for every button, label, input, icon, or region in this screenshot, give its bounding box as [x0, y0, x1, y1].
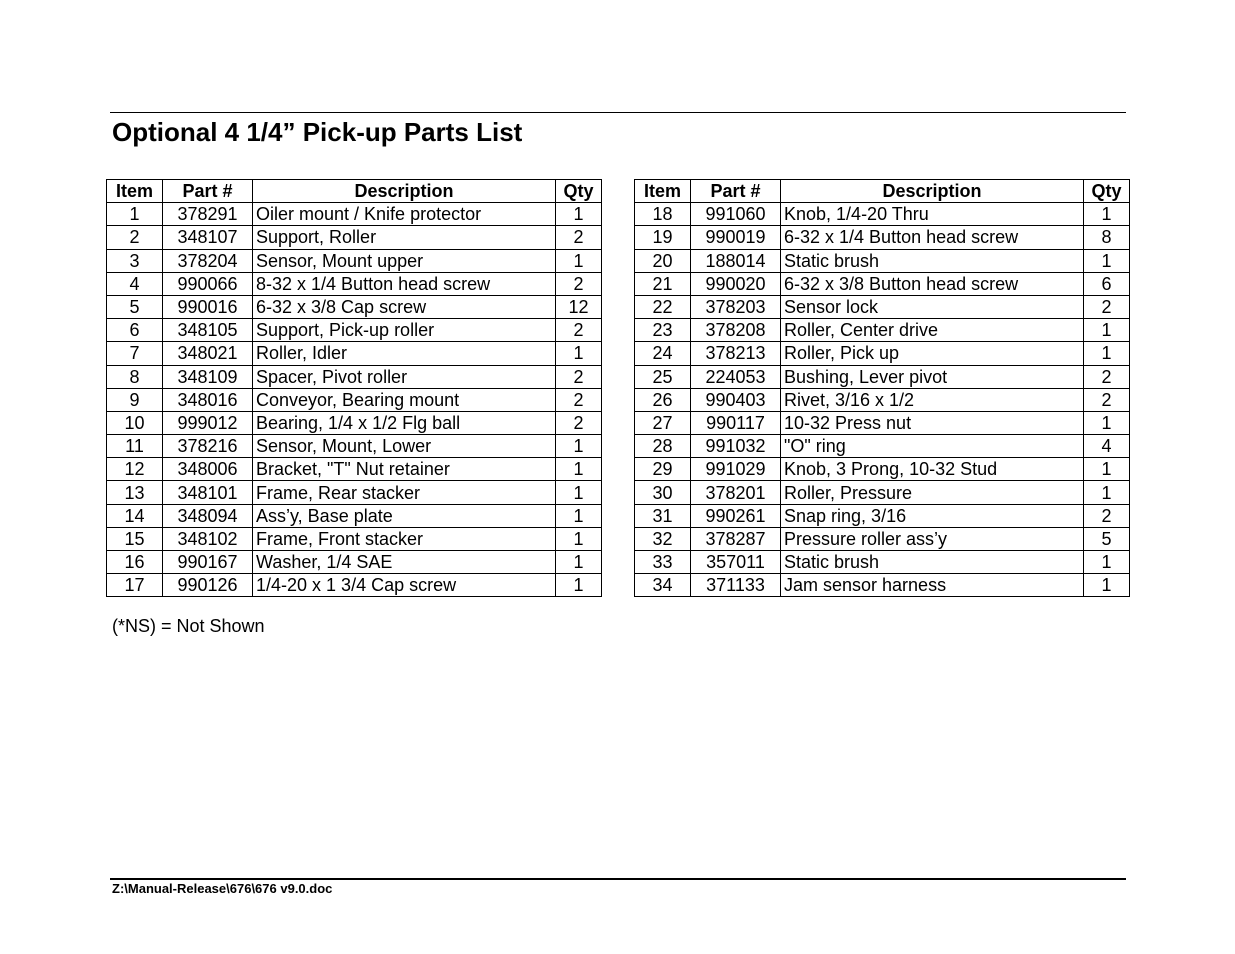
table-row	[107, 388, 602, 411]
table-header-row	[635, 180, 1130, 203]
table-row	[107, 295, 602, 318]
table-row	[635, 435, 1130, 458]
table-row	[107, 365, 602, 388]
table-row	[107, 249, 602, 272]
cell-qty: 1	[1084, 319, 1130, 342]
cell-qty: 1	[1084, 481, 1130, 504]
table-row	[635, 319, 1130, 342]
cell-description: Oiler mount / Knife protector	[253, 203, 556, 226]
table-header-row	[107, 180, 602, 203]
cell-part-number: 990167	[163, 551, 253, 574]
cell-qty: 2	[556, 272, 602, 295]
cell-qty: 4	[1084, 435, 1130, 458]
cell-part-number: 371133	[691, 574, 781, 597]
column-header-qty: Qty	[1084, 180, 1130, 203]
cell-qty: 1	[1084, 551, 1130, 574]
cell-item: 15	[107, 527, 163, 550]
cell-part-number: 348021	[163, 342, 253, 365]
cell-qty: 1	[1084, 342, 1130, 365]
cell-part-number: 348105	[163, 319, 253, 342]
cell-part-number: 378291	[163, 203, 253, 226]
column-header-part: Part #	[163, 180, 253, 203]
cell-item: 17	[107, 574, 163, 597]
table-row	[107, 504, 602, 527]
table-row	[635, 295, 1130, 318]
cell-qty: 2	[1084, 295, 1130, 318]
cell-qty: 1	[556, 435, 602, 458]
cell-part-number: 990020	[691, 272, 781, 295]
cell-qty: 1	[556, 574, 602, 597]
column-header-description: Description	[253, 180, 556, 203]
cell-item: 24	[635, 342, 691, 365]
cell-part-number: 991029	[691, 458, 781, 481]
cell-qty: 1	[556, 342, 602, 365]
table-row	[635, 411, 1130, 434]
cell-qty: 1	[556, 504, 602, 527]
cell-description: Support, Roller	[253, 226, 556, 249]
table-row	[635, 527, 1130, 550]
cell-item: 14	[107, 504, 163, 527]
cell-description: Frame, Front stacker	[253, 527, 556, 550]
cell-part-number: 990016	[163, 295, 253, 318]
table-row	[107, 458, 602, 481]
cell-qty: 1	[1084, 574, 1130, 597]
cell-description: Washer, 1/4 SAE	[253, 551, 556, 574]
footnote: (*NS) = Not Shown	[112, 616, 265, 636]
table-row	[107, 574, 602, 597]
table-row	[107, 527, 602, 550]
cell-qty: 2	[556, 365, 602, 388]
table-row	[107, 272, 602, 295]
cell-description: Sensor, Mount upper	[253, 249, 556, 272]
cell-description: 6-32 x 1/4 Button head screw	[781, 226, 1084, 249]
cell-part-number: 990403	[691, 388, 781, 411]
cell-description: 6-32 x 3/8 Cap screw	[253, 295, 556, 318]
cell-part-number: 224053	[691, 365, 781, 388]
parts-table-left	[106, 179, 602, 597]
cell-description: Sensor lock	[781, 295, 1084, 318]
cell-part-number: 991060	[691, 203, 781, 226]
column-header-item: Item	[107, 180, 163, 203]
cell-qty: 5	[1084, 527, 1130, 550]
cell-part-number: 378216	[163, 435, 253, 458]
page-title: Optional 4 1/4” Pick-up Parts List	[112, 117, 523, 147]
cell-item: 27	[635, 411, 691, 434]
cell-description: Roller, Idler	[253, 342, 556, 365]
cell-item: 6	[107, 319, 163, 342]
cell-item: 31	[635, 504, 691, 527]
cell-part-number: 378201	[691, 481, 781, 504]
cell-item: 30	[635, 481, 691, 504]
cell-item: 34	[635, 574, 691, 597]
cell-part-number: 990261	[691, 504, 781, 527]
table-row	[635, 226, 1130, 249]
cell-item: 9	[107, 388, 163, 411]
table-row	[635, 342, 1130, 365]
cell-qty: 2	[556, 388, 602, 411]
cell-description: Roller, Center drive	[781, 319, 1084, 342]
table-row	[107, 342, 602, 365]
cell-qty: 1	[1084, 203, 1130, 226]
table-row	[635, 551, 1130, 574]
cell-qty: 2	[1084, 504, 1130, 527]
column-header-item: Item	[635, 180, 691, 203]
column-header-qty: Qty	[556, 180, 602, 203]
cell-description: Bushing, Lever pivot	[781, 365, 1084, 388]
cell-part-number: 991032	[691, 435, 781, 458]
cell-description: Static brush	[781, 551, 1084, 574]
table-row	[107, 435, 602, 458]
cell-qty: 1	[556, 481, 602, 504]
cell-qty: 1	[1084, 458, 1130, 481]
cell-qty: 1	[556, 203, 602, 226]
cell-item: 28	[635, 435, 691, 458]
cell-item: 23	[635, 319, 691, 342]
cell-item: 13	[107, 481, 163, 504]
cell-item: 20	[635, 249, 691, 272]
cell-description: 1/4-20 x 1 3/4 Cap screw	[253, 574, 556, 597]
cell-item: 3	[107, 249, 163, 272]
cell-qty: 2	[556, 411, 602, 434]
cell-part-number: 999012	[163, 411, 253, 434]
cell-description: 8-32 x 1/4 Button head screw	[253, 272, 556, 295]
cell-item: 5	[107, 295, 163, 318]
table-row	[635, 388, 1130, 411]
cell-item: 16	[107, 551, 163, 574]
cell-description: 10-32 Press nut	[781, 411, 1084, 434]
top-divider	[110, 112, 1126, 113]
column-header-part: Part #	[691, 180, 781, 203]
cell-item: 2	[107, 226, 163, 249]
cell-part-number: 348109	[163, 365, 253, 388]
cell-description: Sensor, Mount, Lower	[253, 435, 556, 458]
table-row	[107, 203, 602, 226]
cell-description: Bracket, "T" Nut retainer	[253, 458, 556, 481]
table-row	[107, 551, 602, 574]
cell-item: 25	[635, 365, 691, 388]
cell-qty: 1	[556, 527, 602, 550]
cell-part-number: 990117	[691, 411, 781, 434]
cell-part-number: 378208	[691, 319, 781, 342]
cell-item: 22	[635, 295, 691, 318]
cell-qty: 2	[1084, 365, 1130, 388]
cell-qty: 1	[556, 249, 602, 272]
cell-part-number: 348101	[163, 481, 253, 504]
cell-description: 6-32 x 3/8 Button head screw	[781, 272, 1084, 295]
cell-item: 12	[107, 458, 163, 481]
bottom-divider	[110, 878, 1126, 880]
cell-part-number: 348102	[163, 527, 253, 550]
table-row	[107, 226, 602, 249]
cell-part-number: 348006	[163, 458, 253, 481]
cell-part-number: 990066	[163, 272, 253, 295]
cell-qty: 1	[1084, 411, 1130, 434]
cell-part-number: 990126	[163, 574, 253, 597]
cell-item: 10	[107, 411, 163, 434]
cell-item: 21	[635, 272, 691, 295]
parts-table-right	[634, 179, 1130, 597]
footer-file-path: Z:\Manual-Release\676\676 v9.0.doc	[112, 881, 333, 896]
table-row	[107, 411, 602, 434]
cell-description: Conveyor, Bearing mount	[253, 388, 556, 411]
cell-part-number: 348094	[163, 504, 253, 527]
cell-description: Bearing, 1/4 x 1/2 Flg ball	[253, 411, 556, 434]
cell-qty: 8	[1084, 226, 1130, 249]
table-row	[635, 272, 1130, 295]
cell-item: 18	[635, 203, 691, 226]
cell-item: 32	[635, 527, 691, 550]
table-row	[635, 574, 1130, 597]
cell-qty: 6	[1084, 272, 1130, 295]
cell-qty: 1	[1084, 249, 1130, 272]
cell-part-number: 378203	[691, 295, 781, 318]
cell-description: "O" ring	[781, 435, 1084, 458]
table-row	[635, 481, 1130, 504]
cell-description: Roller, Pressure	[781, 481, 1084, 504]
cell-description: Knob, 3 Prong, 10-32 Stud	[781, 458, 1084, 481]
cell-item: 33	[635, 551, 691, 574]
cell-description: Roller, Pick up	[781, 342, 1084, 365]
table-row	[107, 319, 602, 342]
cell-part-number: 378204	[163, 249, 253, 272]
cell-description: Support, Pick-up roller	[253, 319, 556, 342]
cell-part-number: 378287	[691, 527, 781, 550]
cell-part-number: 348016	[163, 388, 253, 411]
column-header-description: Description	[781, 180, 1084, 203]
cell-item: 11	[107, 435, 163, 458]
cell-qty: 1	[556, 551, 602, 574]
cell-qty: 2	[556, 319, 602, 342]
cell-description: Spacer, Pivot roller	[253, 365, 556, 388]
cell-description: Frame, Rear stacker	[253, 481, 556, 504]
cell-item: 4	[107, 272, 163, 295]
cell-item: 26	[635, 388, 691, 411]
cell-item: 8	[107, 365, 163, 388]
table-row	[635, 203, 1130, 226]
table-row	[635, 458, 1130, 481]
cell-qty: 2	[556, 226, 602, 249]
cell-description: Static brush	[781, 249, 1084, 272]
table-row	[635, 504, 1130, 527]
table-row	[107, 481, 602, 504]
cell-qty: 1	[556, 458, 602, 481]
cell-description: Knob, 1/4-20 Thru	[781, 203, 1084, 226]
cell-item: 29	[635, 458, 691, 481]
cell-part-number: 378213	[691, 342, 781, 365]
cell-description: Snap ring, 3/16	[781, 504, 1084, 527]
cell-description: Ass’y, Base plate	[253, 504, 556, 527]
cell-item: 1	[107, 203, 163, 226]
cell-qty: 2	[1084, 388, 1130, 411]
table-row	[635, 249, 1130, 272]
cell-qty: 12	[556, 295, 602, 318]
cell-description: Rivet, 3/16 x 1/2	[781, 388, 1084, 411]
table-row	[635, 365, 1130, 388]
cell-item: 7	[107, 342, 163, 365]
cell-part-number: 348107	[163, 226, 253, 249]
cell-item: 19	[635, 226, 691, 249]
cell-part-number: 990019	[691, 226, 781, 249]
cell-part-number: 188014	[691, 249, 781, 272]
cell-part-number: 357011	[691, 551, 781, 574]
cell-description: Pressure roller ass’y	[781, 527, 1084, 550]
cell-description: Jam sensor harness	[781, 574, 1084, 597]
